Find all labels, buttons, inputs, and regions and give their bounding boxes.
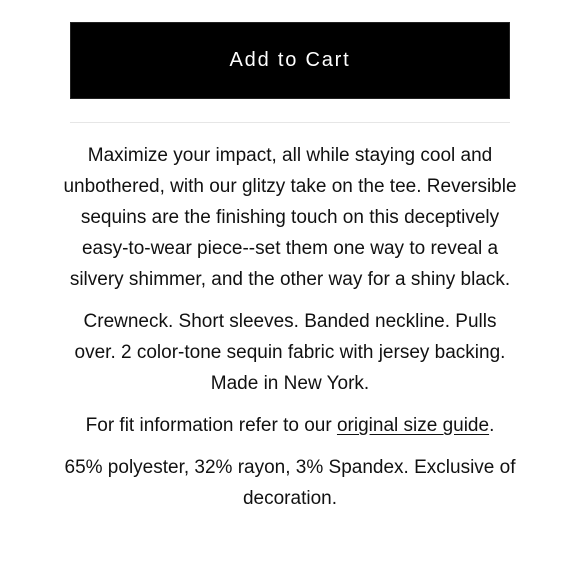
fit-information-suffix: . xyxy=(489,415,495,436)
description-paragraph-details: Crewneck. Short sleeves. Banded neckline. Pulls over. 2 color-tone sequin fabric with jersey backing. Made in New York. xyxy=(74,311,506,394)
description-paragraph-intro: Maximize your impact, all while staying cool and unbothered, with our glitzy take on the tee. Reversible sequins are the finishing touch on this deceptively easy-to-wear piece--set them one way to reveal a silvery shimmer, and the other way for a shiny black. xyxy=(63,145,517,290)
fit-information-prefix: For fit information refer to our xyxy=(85,415,337,436)
fit-information xyxy=(62,410,518,441)
materials-info: 65% polyester, 32% rayon, 3% Spandex. Exclusive of decoration. xyxy=(64,457,516,509)
add-to-cart-label: Add to Cart xyxy=(229,49,351,71)
product-description xyxy=(62,140,518,525)
section-divider xyxy=(70,122,510,123)
add-to-cart-button[interactable] xyxy=(70,22,510,99)
size-guide-link[interactable]: original size guide xyxy=(336,415,490,436)
